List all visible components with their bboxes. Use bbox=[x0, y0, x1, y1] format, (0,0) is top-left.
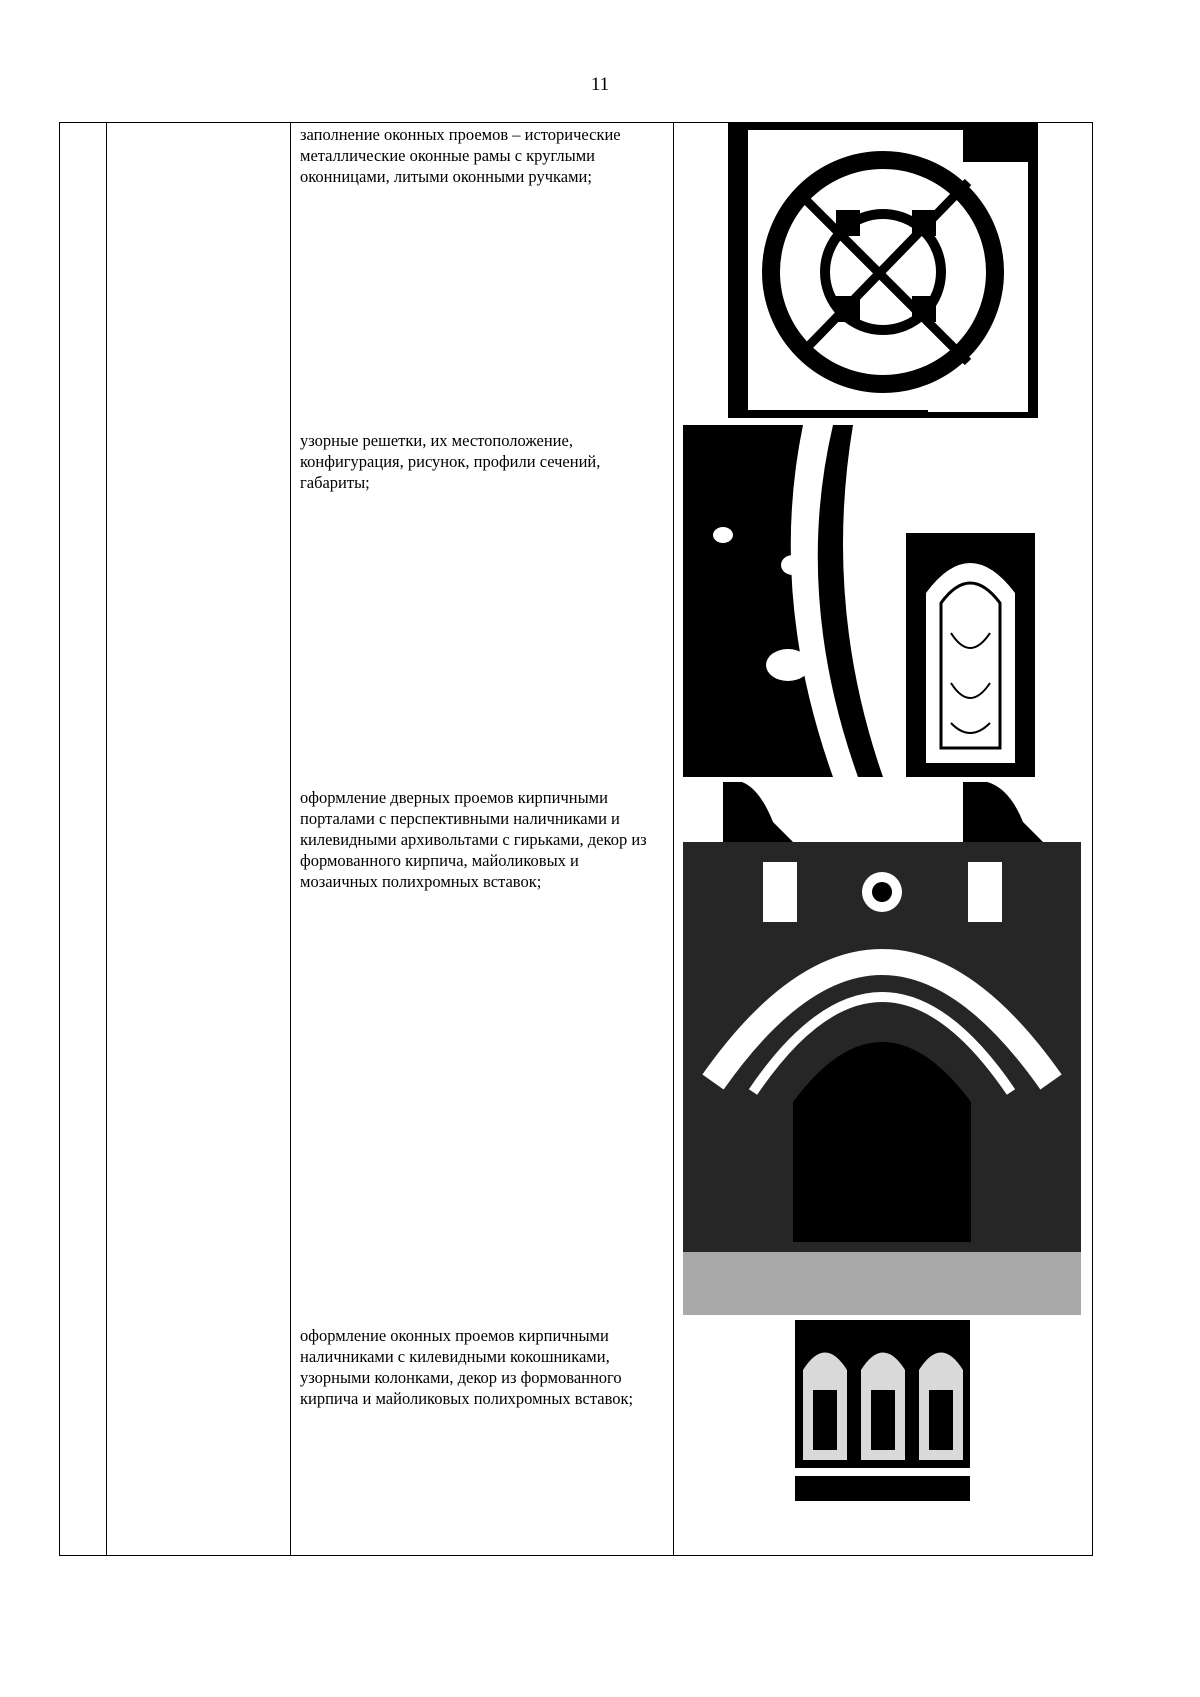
table-row-text-grilles: узорные решетки, их местоположение, конфигурация, рисунок, профили сечений, габариты; bbox=[300, 431, 601, 492]
column-divider-1 bbox=[106, 122, 107, 1556]
column-divider-2 bbox=[290, 122, 291, 1556]
page-number: 11 bbox=[590, 74, 610, 95]
column-divider-3 bbox=[673, 122, 674, 1556]
window-surrounds-photo bbox=[795, 1320, 970, 1501]
table-row-text-window-surrounds: оформление оконных проемов кирпичными наличниками с килевидными кокошниками, узорными колонками, декор из формованного кирпича и майоликовых полихромных вставок; bbox=[300, 1326, 634, 1408]
table-row-text-door-portals: оформление дверных проемов кирпичными порталами с перспективными наличниками и килевидными архивольтами с гирьками, декор из формованного кирпича, майоликовых и мозаичных полихромных вставок; bbox=[300, 788, 647, 891]
patterned-grille-photo bbox=[683, 425, 888, 777]
circular-window-frame-photo bbox=[728, 122, 1038, 418]
table-row-text-window-fill: заполнение оконных проемов – исторические металлические оконные рамы с круглыми оконницами, литыми оконными ручками; bbox=[300, 125, 621, 186]
ornamental-grille-detail-photo bbox=[906, 533, 1035, 777]
brick-portal-photo bbox=[683, 782, 1081, 1315]
